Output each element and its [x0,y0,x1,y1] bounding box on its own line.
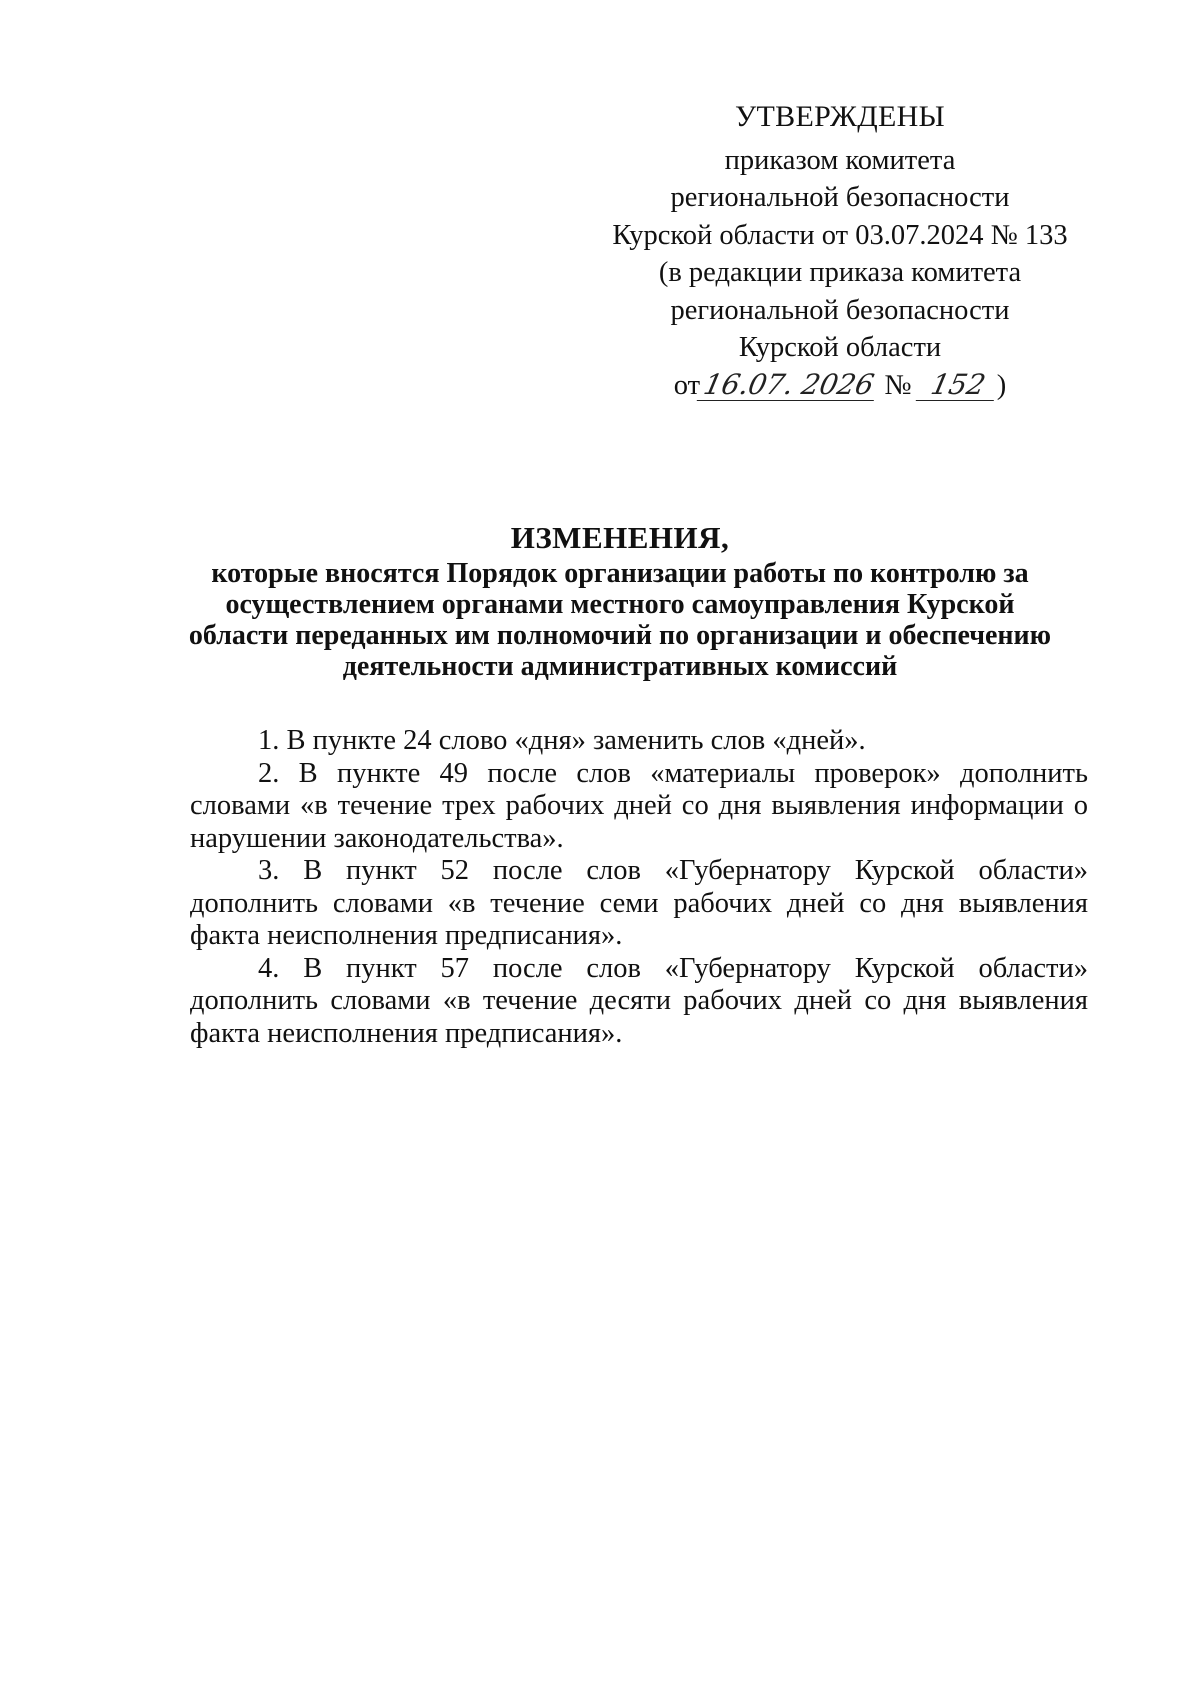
approval-line-2: региональной безопасности [670,182,1010,213]
number-sign: № [884,369,912,401]
approval-line-4: (в редакции приказа комитета [658,257,1022,288]
heading-subtitle-line-1: которые вносятся Порядок организации работы по контролю за [211,558,1029,589]
approval-block [600,98,1080,404]
heading-subtitle-line-2: осуществлением органами местного самоуправления Курской [225,589,1015,620]
approval-line-3: Курской области от 03.07.2024 № 133 [612,219,1068,251]
from-prefix: от [673,369,701,401]
document-heading [150,518,1090,682]
amendment-items [190,725,1088,1050]
handwritten-number: 152 [915,370,1000,401]
heading-subtitle-line-3: области переданных им полномочий по организации и обеспечению [188,620,1052,651]
amendment-item-2: 2. В пункте 49 после слов «материалы проверок» дополнить словами «в течение трех рабочих дней со дня выявления информации о нарушении законодательства». [190,757,1088,854]
approval-line-6: Курской области [738,332,942,363]
amendment-item-3: 3. В пункт 52 после слов «Губернатору Курской области» дополнить словами «в течение семи рабочих дней со дня выявления факта неисполнения предписания». [190,855,1088,951]
amendment-item-1: 1. В пункте 24 слово «дня» заменить слов «дней». [258,725,866,756]
amendment-date-line [674,367,1007,405]
amendment-item-4: 4. В пункт 57 после слов «Губернатору Курской области» дополнить словами «в течение десяти рабочих дней со дня выявления факта неисполнения предписания». [190,952,1088,1049]
heading-subtitle-line-4: деятельности административных комиссий [342,651,898,682]
heading-title: ИЗМЕНЕНИЯ, [510,520,730,555]
closing-paren: ) [996,369,1007,401]
approval-line-5: региональной безопасности [670,294,1010,326]
approved-title: УТВЕРЖДЕНЫ [734,100,946,133]
handwritten-date: 16.07. 2026 [697,370,881,401]
approval-line-1: приказом комитета [724,144,956,176]
